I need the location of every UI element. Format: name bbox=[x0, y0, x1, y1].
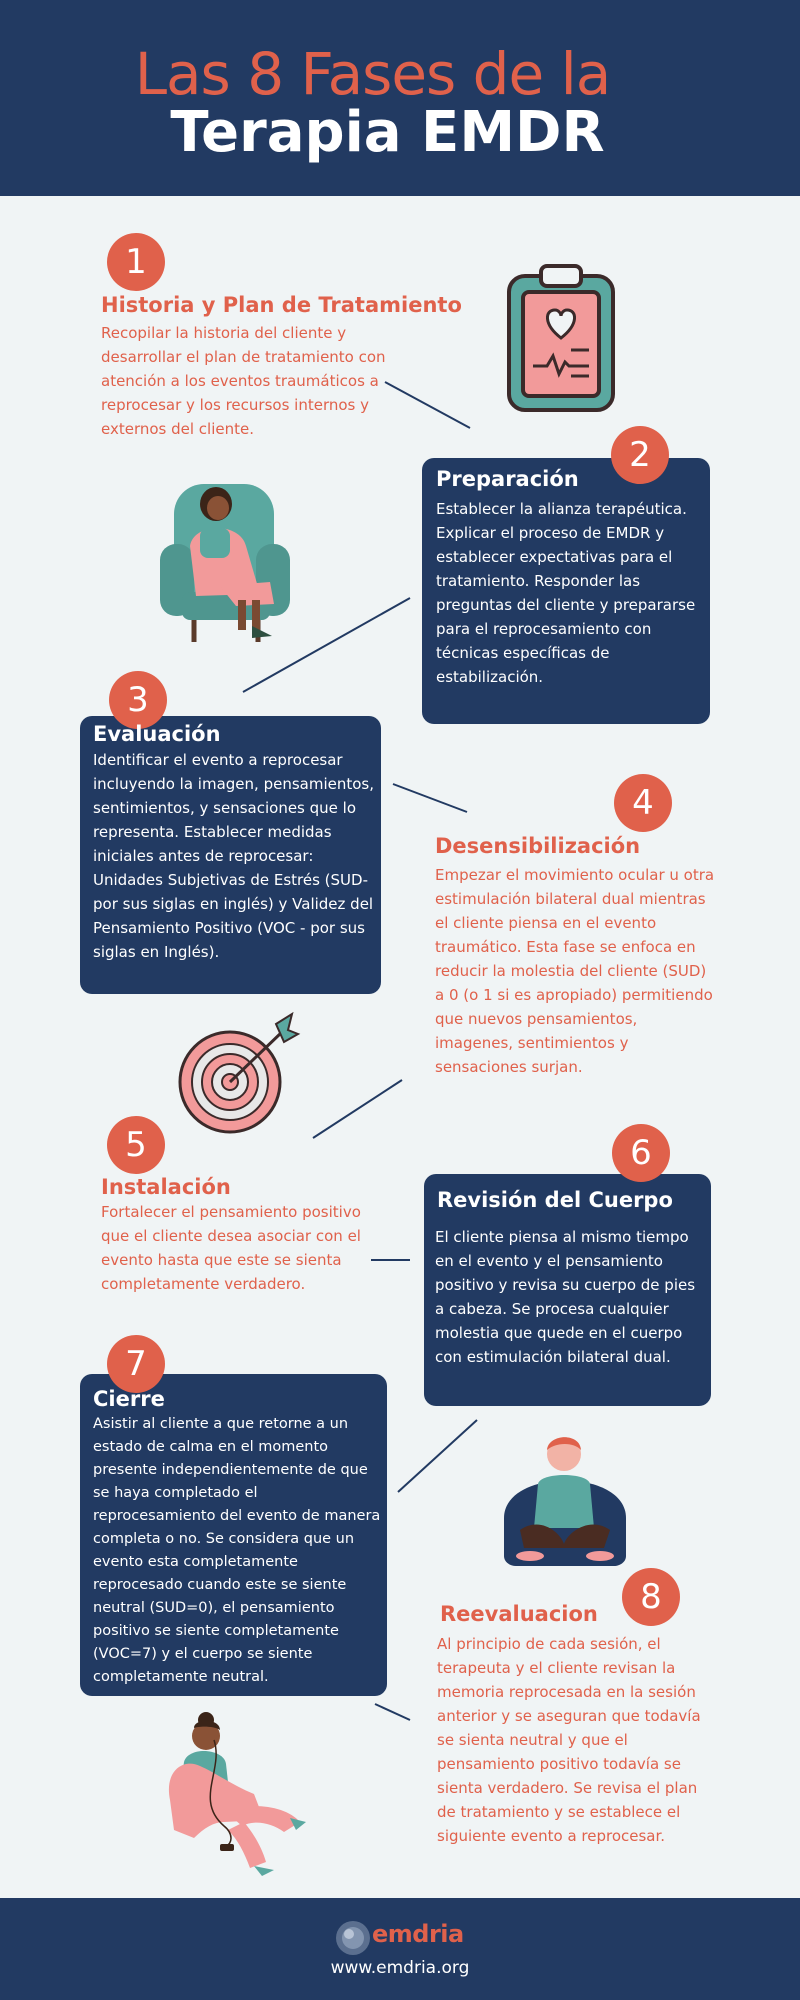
phase-6-title: Revisión del Cuerpo bbox=[437, 1188, 673, 1212]
phase-7-title: Cierre bbox=[93, 1387, 165, 1411]
target-arrow-icon bbox=[176, 1012, 304, 1136]
clipboard-heart-icon bbox=[505, 262, 617, 414]
page-title-line1: Las 8 Fases de la bbox=[134, 40, 611, 108]
phase-2-text: Establecer la alianza terapéutica. Explicar el proceso de EMDR y establecer expectativas para el tratamiento. Responder las preguntas del cliente y prepararse para el reprocesamiento con técnicas específicas de estabilización. bbox=[436, 500, 696, 686]
phase-5-text: Fortalecer el pensamiento positivo que el cliente desea asociar con el evento hasta que este se sienta completamente verdadero. bbox=[101, 1203, 361, 1293]
phase-8-number: 8 bbox=[622, 1568, 680, 1626]
emdria-logo-text: emdria bbox=[372, 1920, 464, 1948]
footer-url-link[interactable]: www.emdria.org bbox=[330, 1958, 470, 1978]
phase-3-number: 3 bbox=[109, 671, 167, 729]
phase-6-number: 6 bbox=[612, 1124, 670, 1182]
phase-8-title: Reevaluacion bbox=[440, 1602, 598, 1626]
phase-1-title: Historia y Plan de Tratamiento bbox=[101, 293, 462, 317]
phase-4-text: Empezar el movimiento ocular u otra estimulación bilateral dual mientras el cliente piensa en el evento traumático. Esta fase se enfoca en reducir la molestia del cliente (SUD) a 0 (o 1 si es apropiado) permitiendo que nuevos pensamientos, imagenes, sentimientos y sensaciones surjan. bbox=[435, 866, 715, 1076]
phase-3-title: Evaluación bbox=[93, 722, 221, 746]
phase-5-number: 5 bbox=[107, 1116, 165, 1174]
phase-5-title: Instalación bbox=[101, 1175, 231, 1199]
phase-2-title: Preparación bbox=[436, 467, 579, 491]
phase-2-number: 2 bbox=[611, 426, 669, 484]
phase-3-text: Identificar el evento a reprocesar incluyendo la imagen, pensamientos, sentimientos, y sensaciones que lo representa. Establecer medidas iniciales antes de reprocesar: Unidades Subjetivas de Estrés (SUD-por sus siglas en inglés) y Validez del Pensamiento Positivo (VOC - por sus siglas en Inglés). bbox=[93, 751, 374, 961]
phase-1-text: Recopilar la historia del cliente y desarrollar el plan de tratamiento con atención a los eventos traumáticos a reprocesar y los recursos internos y externos del cliente. bbox=[101, 324, 386, 438]
woman-armchair-illustration bbox=[160, 476, 292, 644]
phase-1-number: 1 bbox=[107, 233, 165, 291]
man-meditating-illustration bbox=[500, 1428, 630, 1568]
phase-6-text: El cliente piensa al mismo tiempo en el evento y el pensamiento positivo y revisa su cuerpo de pies a cabeza. Se procesa cualquier molestia que quede en el cuerpo con estimulación bilateral dual. bbox=[435, 1228, 696, 1366]
phase-8-text: Al principio de cada sesión, el terapeuta y el cliente revisan la memoria reprocesada en la sesión anterior y se aseguran que todavía se sienta neutral y que el pensamiento positivo todavía se sienta verdadero. Se revisa el plan de tratamiento y se establece el siguiente evento a reprocesar. bbox=[437, 1635, 701, 1845]
phase-4-number: 4 bbox=[614, 774, 672, 832]
woman-headphones-illustration bbox=[154, 1710, 312, 1876]
phase-7-number: 7 bbox=[107, 1335, 165, 1393]
phase-7-text: Asistir al cliente a que retorne a un estado de calma en el momento presente independientemente de que se haya completado el reprocesamiento del evento de manera completa o no. Se considera que un evento esta completamente reprocesado cuando este se siente neutral (SUD=0), el pensamiento positivo se siente completamente (VOC=7) y el cuerpo se siente completamente neutral. bbox=[93, 1416, 381, 1685]
page-title-line2: Terapia EMDR bbox=[170, 100, 605, 165]
phase-4-title: Desensibilización bbox=[435, 834, 641, 858]
